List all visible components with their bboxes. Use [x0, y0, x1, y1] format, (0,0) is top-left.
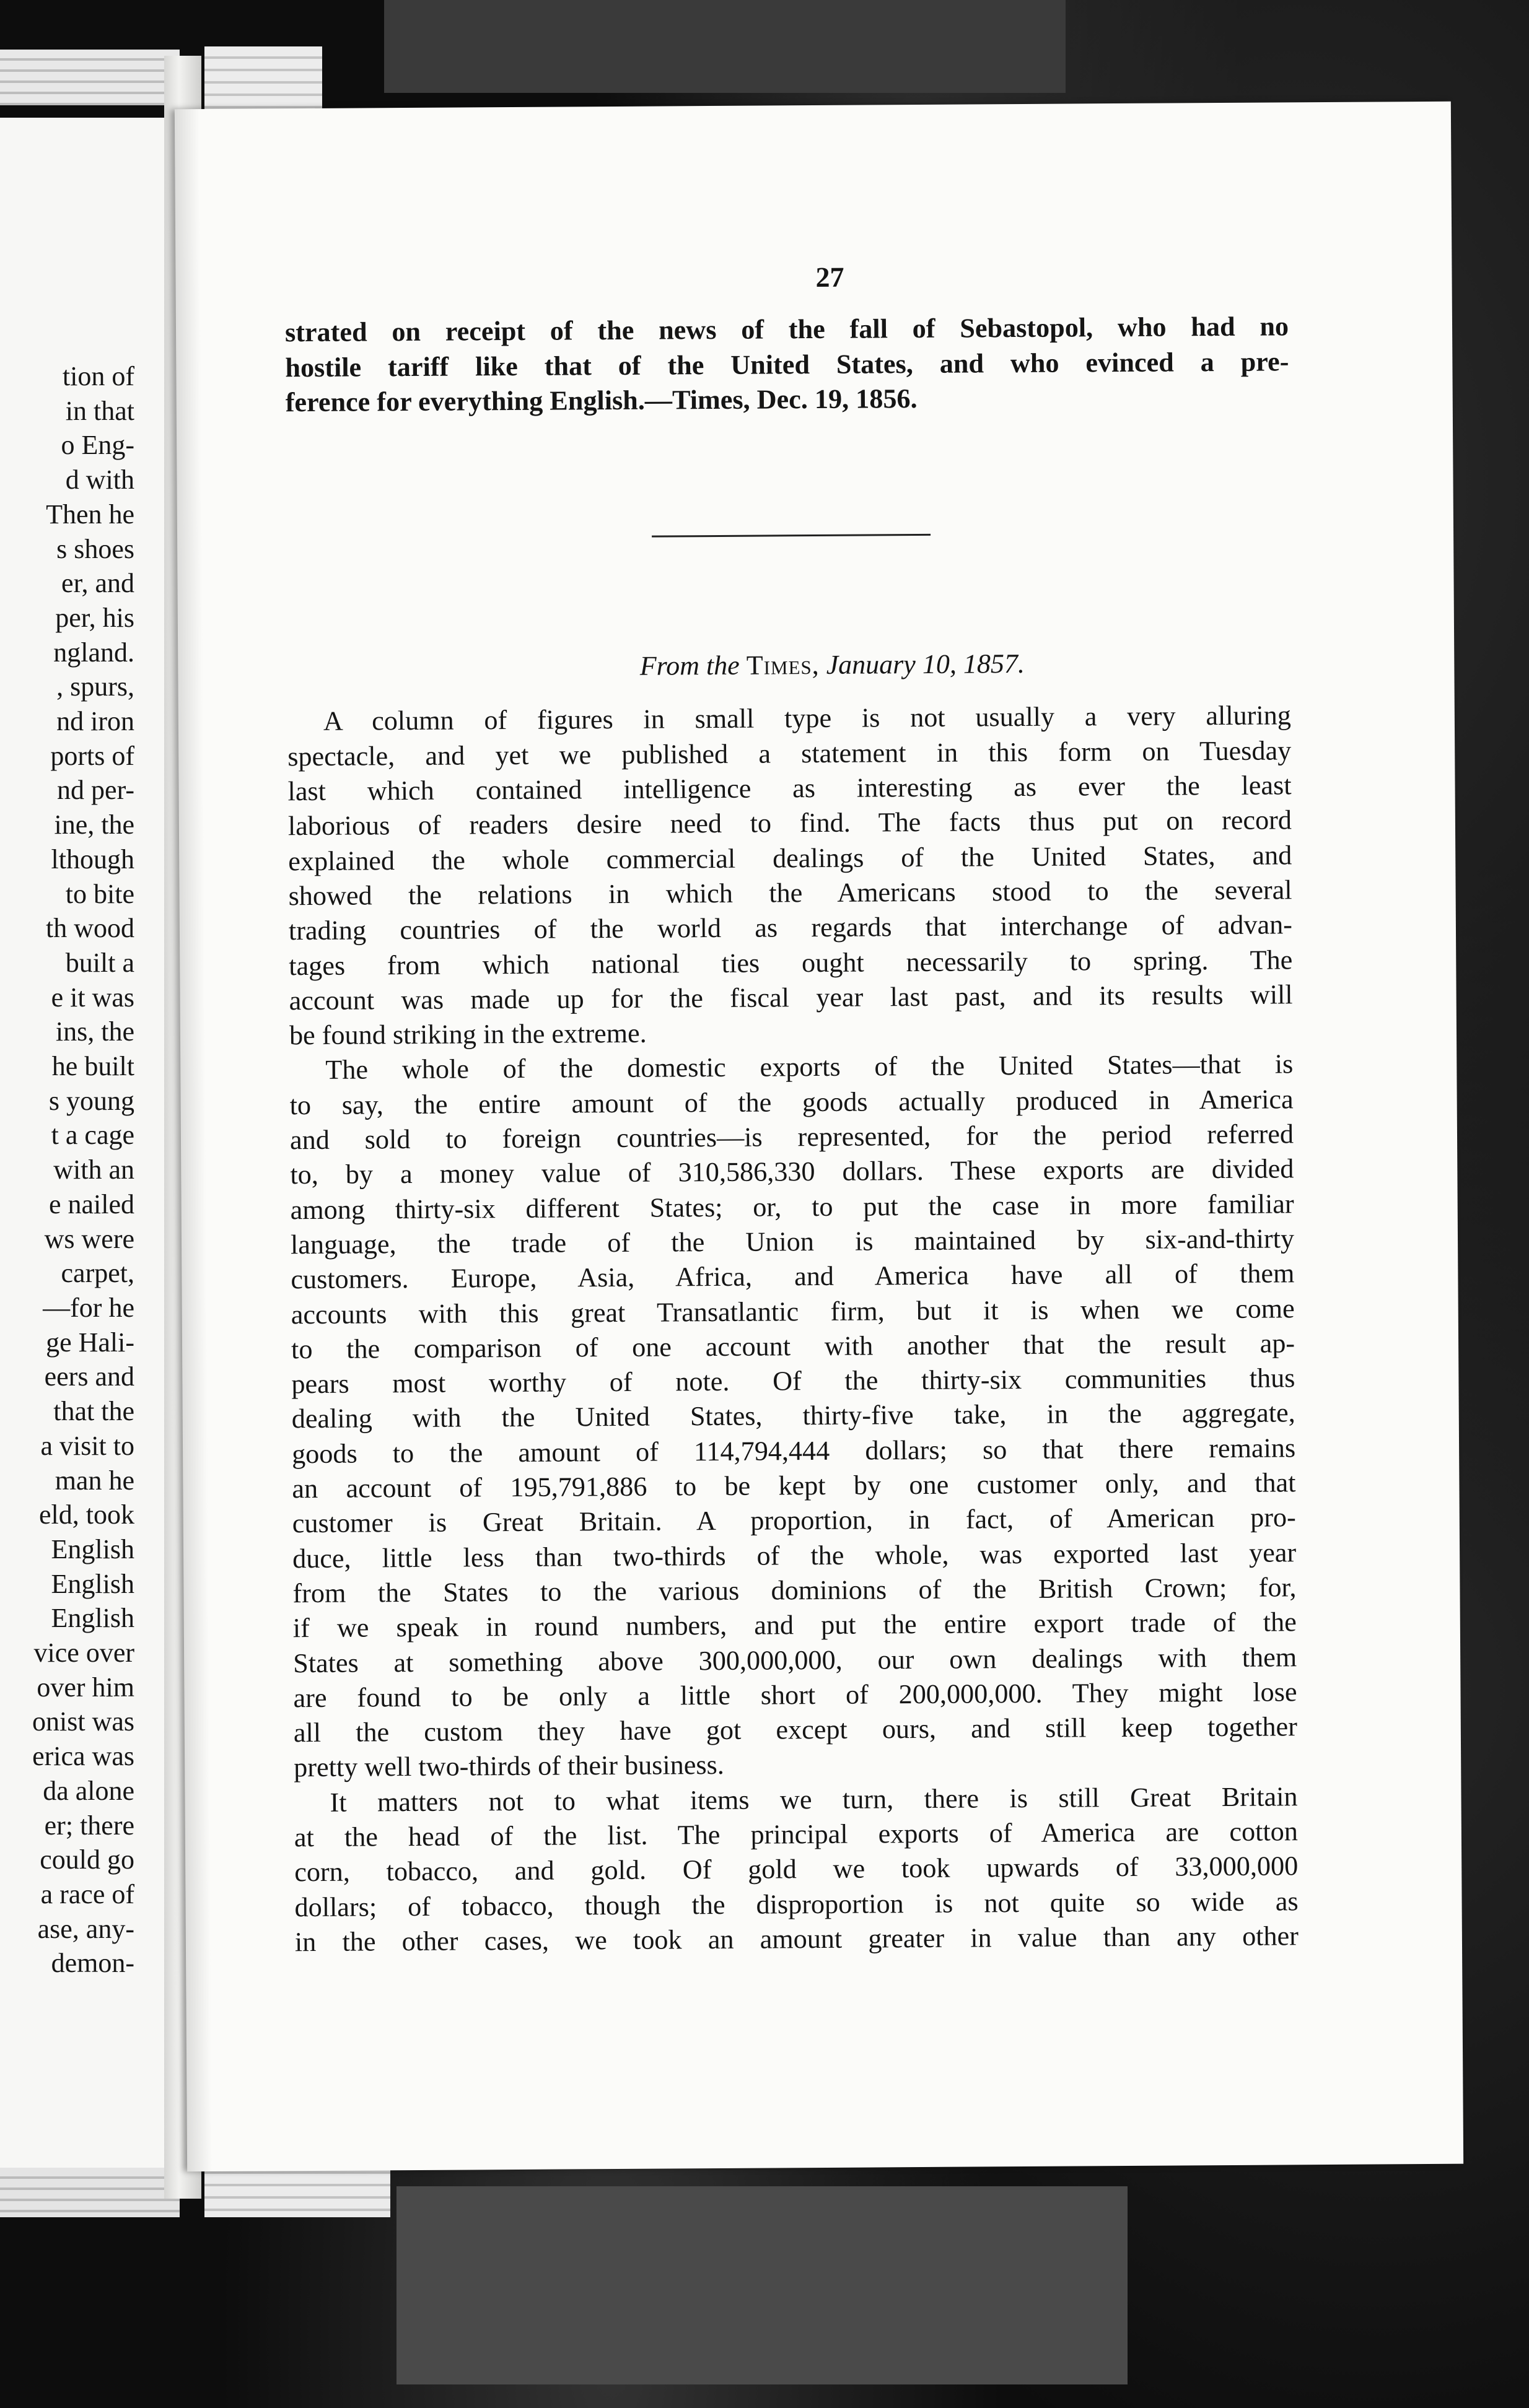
previous-page-line: ine, the	[54, 809, 134, 840]
scanner-top-strip	[384, 0, 1066, 93]
paragraph-line: be found striking in the extreme.	[289, 1018, 647, 1051]
paragraph-line: dealing with the United States, thirty-five take, in the aggregate,	[291, 1397, 1295, 1434]
previous-page-line: vice over	[33, 1638, 134, 1669]
paragraph-line: in the other cases, we took an amount greater in value than any other	[294, 1921, 1299, 1958]
paragraph-line: dollars; of tobacco, though the disproportion is not quite so wide as	[294, 1885, 1299, 1922]
article-body	[287, 699, 1299, 1960]
previous-page-line: eers and	[44, 1361, 134, 1392]
previous-page-line: carpet,	[61, 1258, 134, 1289]
previous-page-line: per, his	[55, 602, 134, 633]
paragraph-line: pears most worthy of note. Of the thirty-six communities thus	[291, 1363, 1295, 1400]
previous-page-line: da alone	[43, 1775, 134, 1806]
previous-page-line: nd iron	[56, 706, 134, 737]
paragraph-line: tages from which national ties ought necessarily to spring. The	[289, 944, 1293, 981]
paragraph-line: explained the whole commercial dealings of the United States, and	[288, 840, 1292, 876]
previous-page-line: demon-	[51, 1948, 134, 1979]
paragraph-line: from the States to the various dominions of the British Crown; for,	[292, 1572, 1297, 1609]
paragraph-line: A column of figures in small type is not usually a very alluring	[323, 700, 1292, 737]
previous-page-line: tion of	[62, 361, 134, 391]
previous-page-line: over him	[37, 1672, 134, 1703]
paragraph-line: to, by a money value of 310,586,330 dollars. These exports are divided	[290, 1153, 1294, 1190]
paragraph-line: spectacle, and yet we published a statement in this form on Tuesday	[287, 735, 1292, 772]
paragraph-line: if we speak in round numbers, and put the entire export trade of the	[292, 1607, 1297, 1644]
source-date: January 10, 1857.	[826, 648, 1025, 681]
paragraph-line: account was made up for the fiscal year last past, and its results will	[289, 979, 1293, 1016]
previous-page-line: e it was	[51, 982, 134, 1013]
previous-page-line: s young	[48, 1085, 134, 1116]
previous-page-line: ge Hali-	[46, 1327, 134, 1358]
previous-page-line: er, and	[61, 568, 134, 599]
previous-page-line: , spurs,	[56, 671, 134, 702]
article-source-heading	[287, 645, 1290, 686]
current-page	[175, 102, 1463, 2172]
paragraph-line: and sold to foreign countries—is represented, for the period referred	[289, 1119, 1294, 1156]
article-paragraph	[294, 1779, 1299, 1960]
previous-page-line: t a cage	[51, 1120, 134, 1151]
continuation-line: ference for everything English.—Times, Dec. 19, 1856.	[285, 383, 918, 418]
previous-page-line: to bite	[65, 878, 134, 909]
paragraph-line: goods to the amount of 114,794,444 dollars; so that there remains	[291, 1433, 1296, 1469]
article-paragraph	[287, 699, 1293, 1054]
page-number: 27	[815, 261, 844, 294]
paragraph-line: showed the relations in which the Americans stood to the several	[288, 875, 1292, 912]
paragraph-line: customers. Europe, Asia, Africa, and America have all of them	[291, 1258, 1295, 1295]
previous-page-line: could go	[40, 1844, 134, 1875]
paragraph-line: at the head of the list. The principal exports of America are cotton	[294, 1816, 1299, 1853]
paragraph-line: last which contained intelligence as interesting as ever the least	[287, 770, 1292, 807]
previous-page-line: English	[51, 1568, 134, 1599]
previous-page-line: ws were	[44, 1223, 134, 1254]
previous-page-text	[32, 359, 134, 1981]
paragraph-line: corn, tobacco, and gold. Of gold we took upwards of 33,000,000	[294, 1851, 1299, 1888]
previous-page-line: ins, the	[55, 1016, 134, 1047]
scanner-bottom-strip	[396, 2186, 1128, 2384]
paragraph-line: accounts with this great Transatlantic firm, but it is when we come	[291, 1293, 1295, 1330]
previous-page-line: that the	[53, 1396, 134, 1427]
previous-page-line: ports of	[50, 740, 134, 771]
binding-thread-top	[0, 50, 180, 105]
paragraph-line: States at something above 300,000,000, our own dealings with them	[293, 1641, 1297, 1678]
paragraph-line: are found to be only a little short of 200,000,000. They might lose	[293, 1677, 1297, 1713]
previous-page-line: d with	[65, 465, 134, 495]
previous-page-line: —for he	[43, 1292, 134, 1323]
previous-page-line: English	[51, 1603, 134, 1634]
previous-page-line: a visit to	[40, 1430, 134, 1461]
binding-thread-top-gutter	[204, 46, 322, 115]
source-paper: Times,	[746, 650, 820, 681]
previous-page-line: Then he	[46, 499, 134, 530]
paragraph-line: pretty well two-thirds of their business.	[294, 1750, 724, 1783]
previous-page-line: lthough	[51, 844, 134, 875]
article-paragraph	[289, 1047, 1297, 1786]
continuation-line: hostile tariff like that of the United States, and who evinced a pre-	[285, 346, 1289, 383]
paragraph-line: trading countries of the world as regards that interchange of advan-	[288, 909, 1293, 946]
previous-page-line: erica was	[32, 1741, 134, 1772]
paragraph-line: It matters not to what items we turn, there is still Great Britain	[330, 1781, 1298, 1818]
paragraph-line: duce, little less than two-thirds of the whole, was exported last year	[292, 1537, 1297, 1574]
previous-page-line: eld, took	[39, 1499, 134, 1530]
previous-page-line: in that	[65, 395, 134, 426]
previous-page-line: onist was	[32, 1706, 134, 1737]
binding-thread-bottom	[0, 2168, 180, 2217]
paragraph-line: laborious of readers desire need to find. The facts thus put on record	[287, 805, 1292, 842]
paragraph-line: The whole of the domestic exports of the United States—that is	[325, 1049, 1294, 1086]
previous-page-line: he built	[51, 1051, 134, 1082]
previous-page-line: o Eng-	[61, 430, 134, 461]
previous-page	[0, 118, 170, 2174]
paragraph-line: among thirty-six different States; or, to put the case in more familiar	[290, 1188, 1294, 1225]
previous-page-line: built a	[65, 947, 134, 978]
previous-page-line: ase, any-	[37, 1913, 134, 1944]
paragraph-line: all the custom they have got except ours, and still keep together	[293, 1711, 1297, 1748]
previous-page-line: ngland.	[53, 637, 134, 668]
paragraph-line: to say, the entire amount of the goods actually produced in America	[289, 1084, 1294, 1120]
previous-page-line: er; there	[44, 1810, 134, 1841]
previous-page-line: man he	[55, 1465, 134, 1496]
paragraph-line: customer is Great Britain. A proportion, in fact, of American pro-	[292, 1502, 1296, 1539]
section-divider	[652, 534, 931, 538]
previous-page-line: th wood	[46, 913, 134, 944]
previous-page-line: e nailed	[48, 1189, 134, 1219]
source-prefix: From the	[639, 650, 740, 681]
continuation-line: strated on receipt of the news of the fall of Sebastopol, who had no	[284, 311, 1289, 348]
previous-page-line: English	[51, 1533, 134, 1564]
previous-page-line: nd per-	[57, 775, 134, 806]
paragraph-line: language, the trade of the Union is maintained by six-and-thirty	[290, 1223, 1295, 1260]
page-content	[284, 257, 1299, 1960]
previous-page-line: a race of	[40, 1878, 134, 1909]
previous-page-line: s shoes	[56, 533, 134, 564]
paragraph-line: to the comparison of one account with another that the result ap-	[291, 1328, 1295, 1365]
paragraph-line: an account of 195,791,886 to be kept by one customer only, and that	[292, 1467, 1296, 1504]
previous-page-line: with an	[53, 1154, 134, 1185]
continuation-paragraph	[285, 310, 1289, 421]
